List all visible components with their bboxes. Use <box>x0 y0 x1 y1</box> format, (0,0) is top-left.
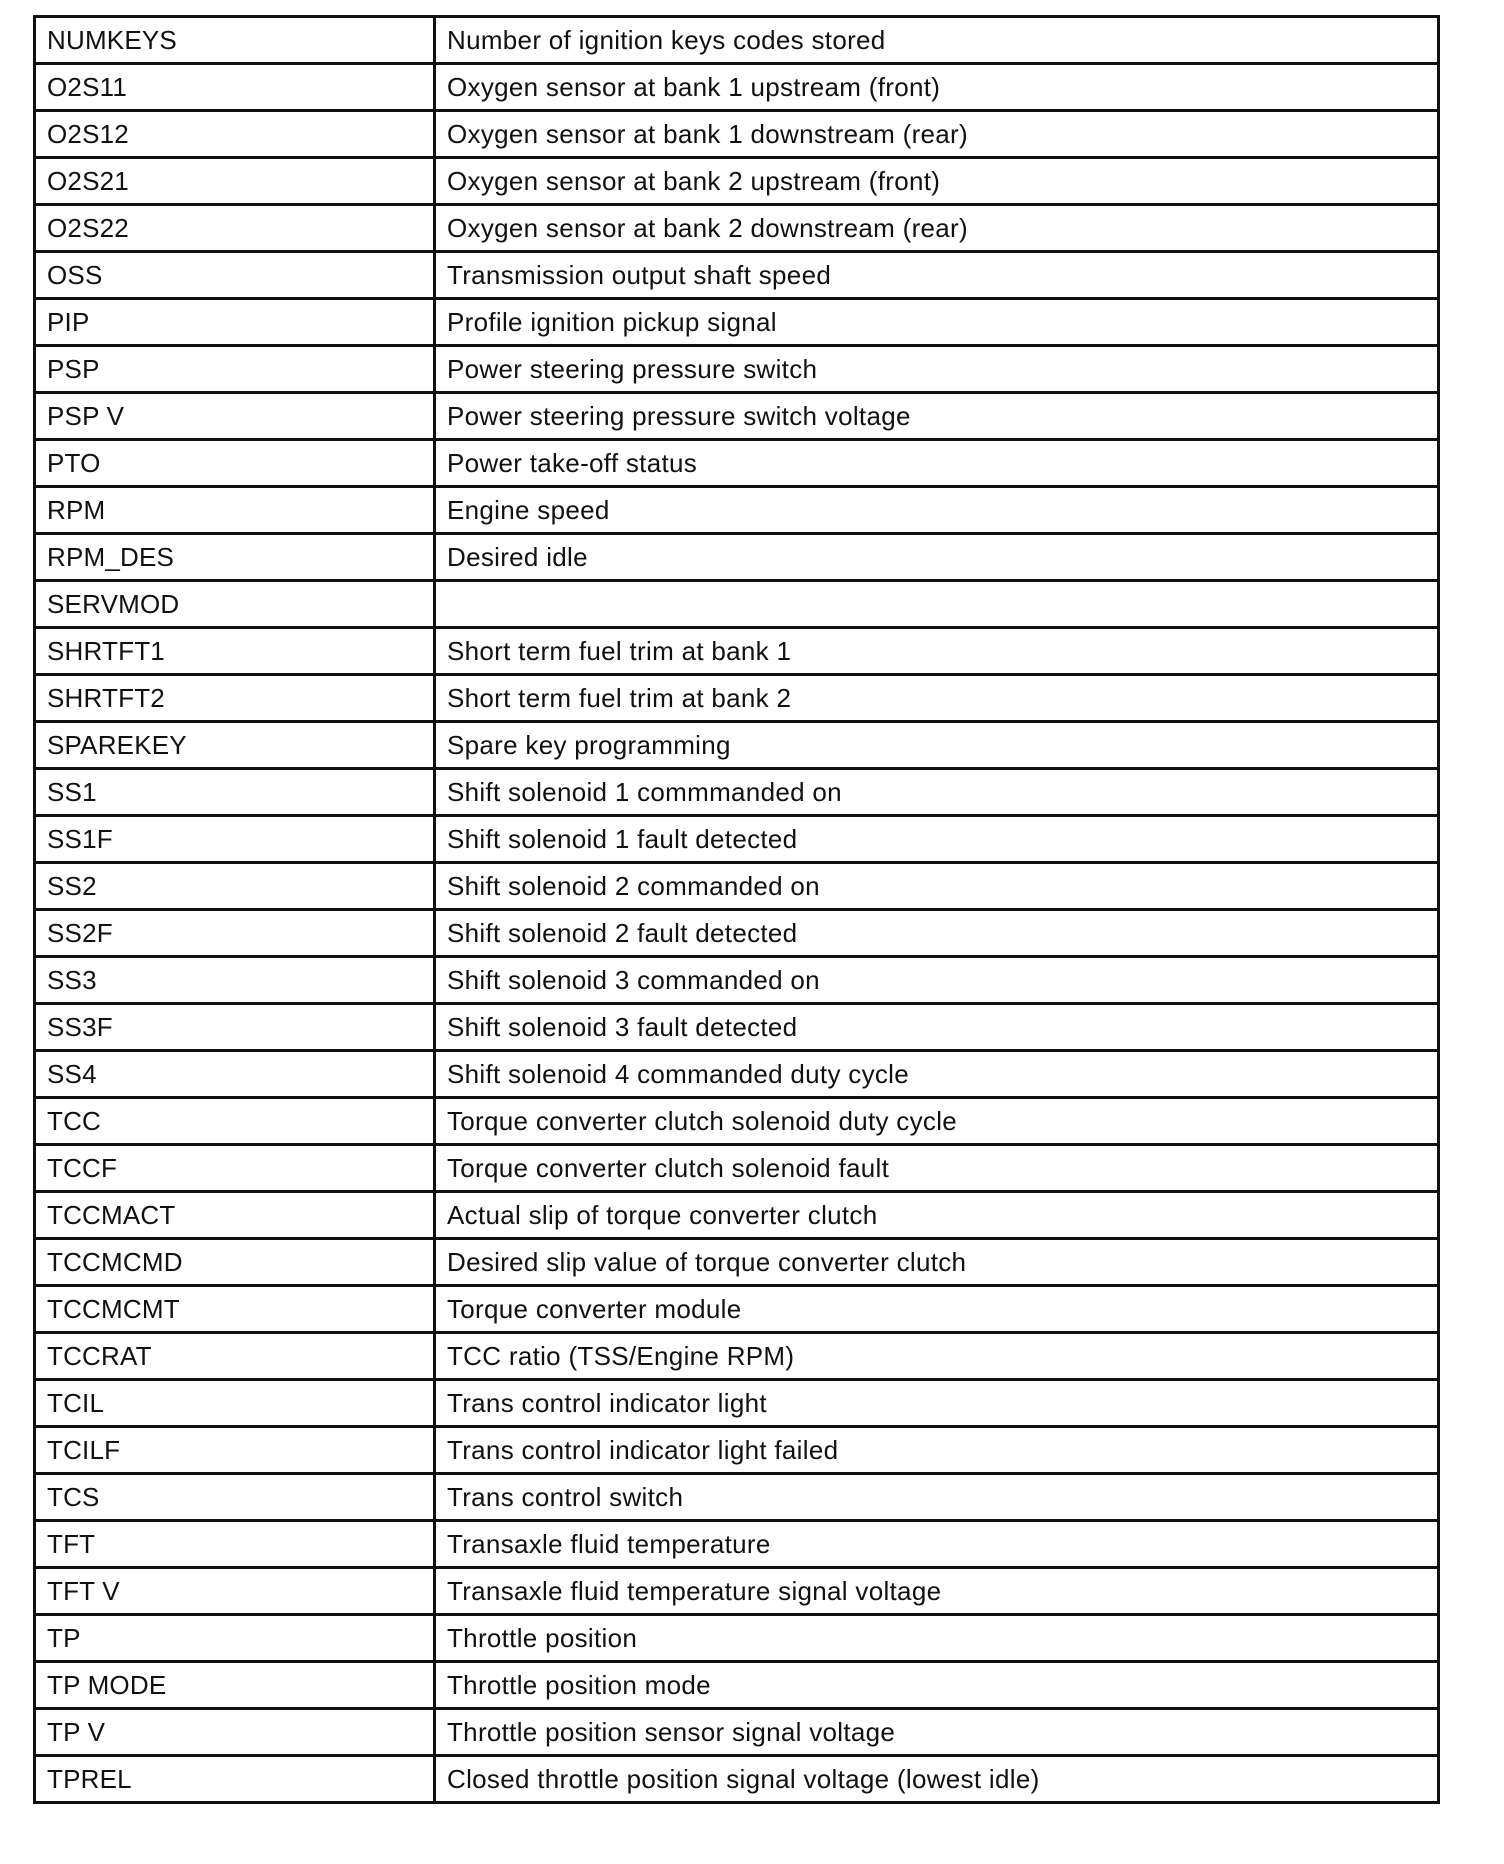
pid-code-cell: SS3F <box>35 1004 435 1051</box>
pid-description-cell: Oxygen sensor at bank 1 downstream (rear) <box>435 111 1439 158</box>
table-row <box>35 487 1439 534</box>
table-row <box>35 628 1439 675</box>
pid-code-cell: TCCF <box>35 1145 435 1192</box>
pid-code-cell: SPAREKEY <box>35 722 435 769</box>
pid-description-cell: Trans control indicator light <box>435 1380 1439 1427</box>
pid-description-cell: Torque converter clutch solenoid fault <box>435 1145 1439 1192</box>
pid-description-cell: Short term fuel trim at bank 1 <box>435 628 1439 675</box>
pid-description-cell: Desired idle <box>435 534 1439 581</box>
pid-description-cell: Shift solenoid 2 commanded on <box>435 863 1439 910</box>
table-row <box>35 17 1439 64</box>
pid-code-cell: TCILF <box>35 1427 435 1474</box>
table-row <box>35 1333 1439 1380</box>
table-row <box>35 581 1439 628</box>
pid-code-cell: TP MODE <box>35 1662 435 1709</box>
pid-code-cell: PSP <box>35 346 435 393</box>
pid-code-cell: NUMKEYS <box>35 17 435 64</box>
pid-description-cell: Shift solenoid 1 commmanded on <box>435 769 1439 816</box>
pid-code-cell: TCS <box>35 1474 435 1521</box>
pid-code-cell: SS2F <box>35 910 435 957</box>
table-row <box>35 158 1439 205</box>
pid-code-cell: SS4 <box>35 1051 435 1098</box>
table-row <box>35 1474 1439 1521</box>
pid-code-cell: TCIL <box>35 1380 435 1427</box>
table-row <box>35 1286 1439 1333</box>
pid-code-cell: SHRTFT2 <box>35 675 435 722</box>
pid-description-cell: Oxygen sensor at bank 1 upstream (front) <box>435 64 1439 111</box>
table-row <box>35 1004 1439 1051</box>
pid-description-cell: Actual slip of torque converter clutch <box>435 1192 1439 1239</box>
pid-code-cell: SS2 <box>35 863 435 910</box>
table-row <box>35 1380 1439 1427</box>
pid-code-cell: TCCMACT <box>35 1192 435 1239</box>
pid-code-cell: O2S11 <box>35 64 435 111</box>
pid-code-cell: O2S12 <box>35 111 435 158</box>
pid-description-cell: Trans control switch <box>435 1474 1439 1521</box>
pid-description-cell: TCC ratio (TSS/Engine RPM) <box>435 1333 1439 1380</box>
pid-code-cell: RPM <box>35 487 435 534</box>
table-row <box>35 1709 1439 1756</box>
table-row <box>35 440 1439 487</box>
table-row <box>35 299 1439 346</box>
table-row <box>35 816 1439 863</box>
pid-description-cell: Power steering pressure switch <box>435 346 1439 393</box>
pid-code-cell: TCCMCMD <box>35 1239 435 1286</box>
pid-code-cell: TCCRAT <box>35 1333 435 1380</box>
table-row <box>35 534 1439 581</box>
table-row <box>35 769 1439 816</box>
table-row <box>35 393 1439 440</box>
table-row <box>35 1521 1439 1568</box>
pid-description-cell: Profile ignition pickup signal <box>435 299 1439 346</box>
pid-code-cell: O2S21 <box>35 158 435 205</box>
table-row <box>35 1051 1439 1098</box>
table-row <box>35 675 1439 722</box>
pid-code-cell: TP <box>35 1615 435 1662</box>
pid-description-cell: Desired slip value of torque converter clutch <box>435 1239 1439 1286</box>
pid-description-cell: Shift solenoid 2 fault detected <box>435 910 1439 957</box>
pid-description-cell: Number of ignition keys codes stored <box>435 17 1439 64</box>
pid-description-cell: Torque converter clutch solenoid duty cycle <box>435 1098 1439 1145</box>
pid-description-cell: Shift solenoid 3 commanded on <box>435 957 1439 1004</box>
pid-table-body <box>35 17 1439 1803</box>
table-row <box>35 1239 1439 1286</box>
pid-code-cell: RPM_DES <box>35 534 435 581</box>
pid-description-cell: Throttle position <box>435 1615 1439 1662</box>
pid-description-cell: Shift solenoid 3 fault detected <box>435 1004 1439 1051</box>
pid-code-cell: SHRTFT1 <box>35 628 435 675</box>
pid-code-cell: SS3 <box>35 957 435 1004</box>
pid-code-cell: SS1 <box>35 769 435 816</box>
table-row <box>35 1427 1439 1474</box>
pid-code-cell: PTO <box>35 440 435 487</box>
pid-description-cell: Transaxle fluid temperature signal voltage <box>435 1568 1439 1615</box>
pid-description-cell: Shift solenoid 4 commanded duty cycle <box>435 1051 1439 1098</box>
table-row <box>35 863 1439 910</box>
table-row <box>35 1098 1439 1145</box>
table-row <box>35 1145 1439 1192</box>
pid-code-cell: SS1F <box>35 816 435 863</box>
pid-description-cell: Power take-off status <box>435 440 1439 487</box>
pid-description-cell: Oxygen sensor at bank 2 upstream (front) <box>435 158 1439 205</box>
pid-code-cell: PSP V <box>35 393 435 440</box>
table-row <box>35 1662 1439 1709</box>
pid-code-cell: O2S22 <box>35 205 435 252</box>
pid-description-cell: Throttle position mode <box>435 1662 1439 1709</box>
pid-code-cell: SERVMOD <box>35 581 435 628</box>
pid-description-cell: Transaxle fluid temperature <box>435 1521 1439 1568</box>
table-row <box>35 64 1439 111</box>
table-row <box>35 252 1439 299</box>
table-row <box>35 1615 1439 1662</box>
pid-definitions-table <box>33 15 1440 1804</box>
pid-description-cell: Throttle position sensor signal voltage <box>435 1709 1439 1756</box>
pid-description-cell: Closed throttle position signal voltage (lowest idle) <box>435 1756 1439 1803</box>
pid-code-cell: TCCMCMT <box>35 1286 435 1333</box>
pid-description-cell: Oxygen sensor at bank 2 downstream (rear) <box>435 205 1439 252</box>
pid-code-cell: OSS <box>35 252 435 299</box>
pid-code-cell: TPREL <box>35 1756 435 1803</box>
pid-description-cell: Engine speed <box>435 487 1439 534</box>
table-row <box>35 722 1439 769</box>
pid-code-cell: TP V <box>35 1709 435 1756</box>
pid-description-cell: Transmission output shaft speed <box>435 252 1439 299</box>
pid-code-cell: PIP <box>35 299 435 346</box>
table-row <box>35 205 1439 252</box>
pid-description-cell: Torque converter module <box>435 1286 1439 1333</box>
pid-description-cell: Spare key programming <box>435 722 1439 769</box>
table-row <box>35 957 1439 1004</box>
table-row <box>35 910 1439 957</box>
pid-description-cell <box>435 581 1439 628</box>
pid-code-cell: TFT <box>35 1521 435 1568</box>
pid-code-cell: TCC <box>35 1098 435 1145</box>
table-row <box>35 1756 1439 1803</box>
table-row <box>35 346 1439 393</box>
pid-description-cell: Short term fuel trim at bank 2 <box>435 675 1439 722</box>
pid-description-cell: Trans control indicator light failed <box>435 1427 1439 1474</box>
pid-code-cell: TFT V <box>35 1568 435 1615</box>
table-row <box>35 111 1439 158</box>
pid-description-cell: Shift solenoid 1 fault detected <box>435 816 1439 863</box>
table-row <box>35 1192 1439 1239</box>
pid-description-cell: Power steering pressure switch voltage <box>435 393 1439 440</box>
table-row <box>35 1568 1439 1615</box>
